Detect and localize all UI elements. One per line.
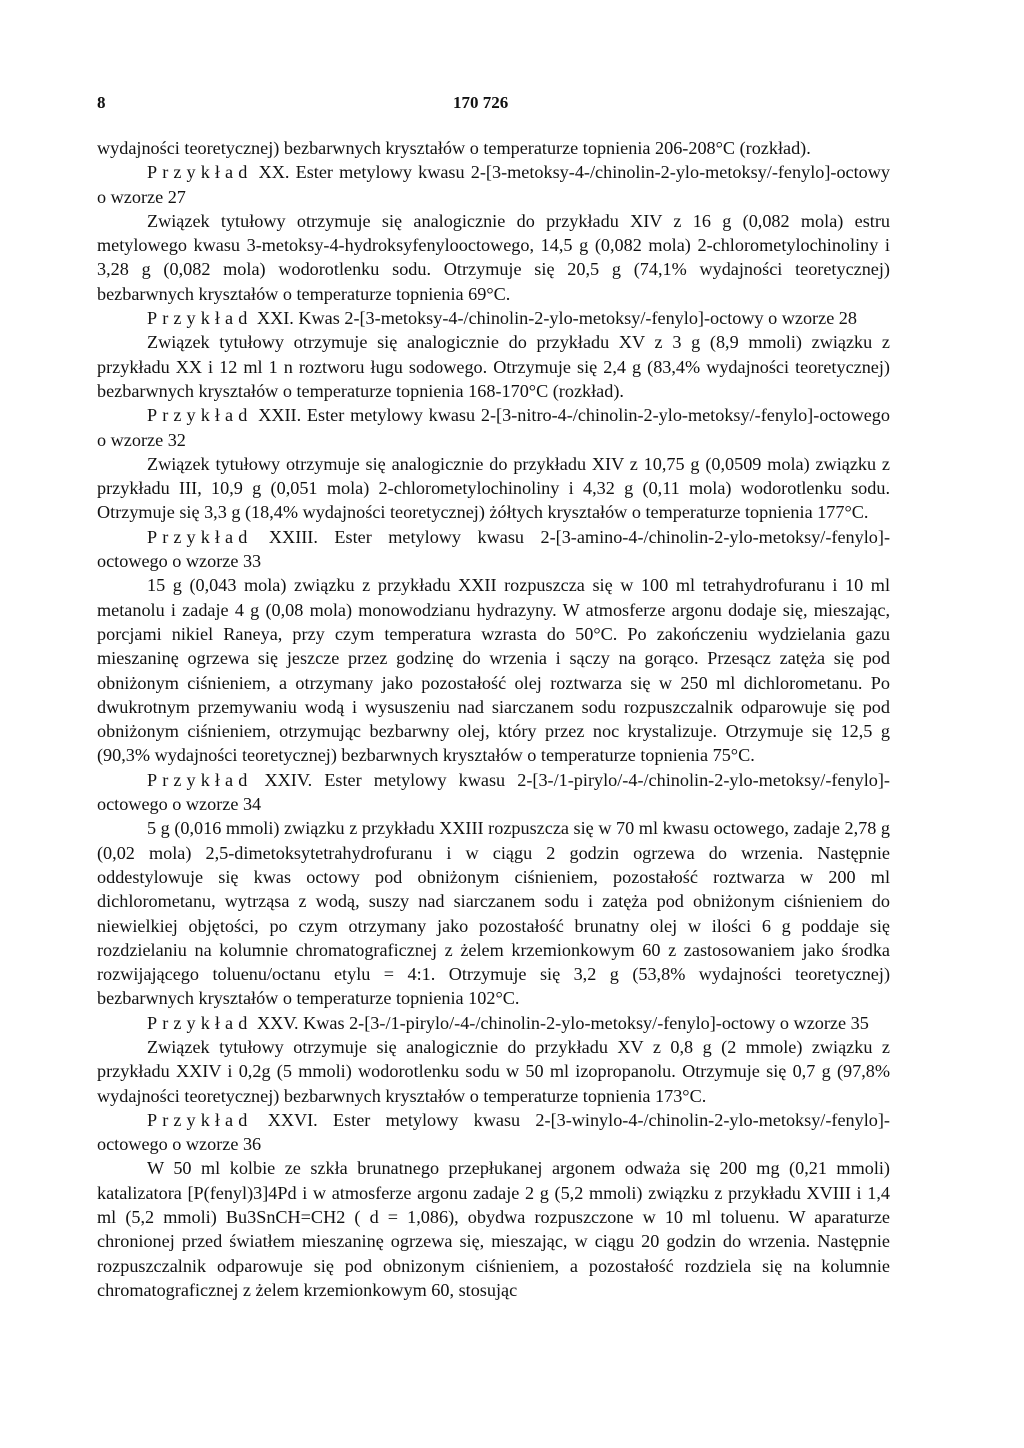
- paragraph-text: Związek tytułowy otrzymuje się analogicznie do przykładu XV z 3 g (8,9 mmoli) związku z przykładu XX i 12 ml 1 n roztworu ługu sodowego. Otrzymuje się 2,4 g (83,4% wydajności teoretycznej) bezbarwnych kryształów o temperaturze topnienia 168-170°C (rozkład).: [97, 332, 890, 401]
- example-label: Przykład: [147, 526, 253, 547]
- example-heading: [97, 768, 890, 817]
- example-heading: [97, 1108, 890, 1157]
- example-title: XXV. Kwas 2-[3-/1-pirylo/-4-/chinolin-2-ylo-metoksy/-fenylo]-octowy o wzorze 35: [252, 1012, 869, 1033]
- example-label: Przykład: [147, 1012, 253, 1033]
- example-label: Przykład: [147, 308, 253, 329]
- paragraph-text: Związek tytułowy otrzymuje się analogicznie do przykładu XV z 0,8 g (2 mmole) związku z przykładu XXIV i 0,2g (5 mmoli) wodorotlenku sodu w 50 ml izopropanolu. Otrzymuje się 0,7 g (97,8% wydajności teoretycznej) bezbarwnych kryształów o temperaturze topnienia 173°C.: [97, 1036, 890, 1106]
- paragraph: [97, 1035, 890, 1108]
- example-label: Przykład: [147, 405, 253, 426]
- paragraph: [97, 1156, 890, 1302]
- paragraph: [97, 816, 890, 1010]
- paragraph: [97, 136, 890, 160]
- example-label: Przykład: [147, 162, 253, 183]
- paragraph-text: Związek tytułowy otrzymuje się analogicznie do przykładu XIV z 16 g (0,082 mola) estru metylowego kwasu 3-metoksy-4-hydroksyfenylooctowego, 14,5 g (0,082 mola) 2-chlorometylochinoliny i 3,28 g (0,082 mola) wodorotlenku sodu. Otrzymuje się 20,5 g (74,1% wydajności teoretycznej) bezbarwnych kryształów o temperaturze topnienia 69°C.: [97, 210, 890, 304]
- paragraph-text: wydajności teoretycznej) bezbarwnych kryształów o temperaturze topnienia 206-208°C (rozkład).: [97, 138, 811, 158]
- example-heading: [97, 160, 890, 209]
- document-body: [97, 136, 890, 1302]
- paragraph: [97, 330, 890, 403]
- paragraph: [97, 452, 890, 525]
- page-number: 8: [97, 93, 106, 112]
- example-heading: [97, 1011, 890, 1035]
- example-title: XXVI. Ester metylowy kwasu 2-[3-winylo-4-/chinolin-2-ylo-metoksy/-fenylo]-octowego o wzorze 36: [97, 1109, 890, 1155]
- paragraph-text: Związek tytułowy otrzymuje się analogicznie do przykładu XIV z 10,75 g (0,0509 mola) związku z przykładu III, 10,9 g (0,051 mola) 2-chlorometylochinoliny i 4,32 g (0,11 mola) wodorotlenku sodu. Otrzymuje się 3,3 g (18,4% wydajności teoretycznej) żółtych kryształów o temperaturze topnienia 177°C.: [97, 453, 890, 523]
- example-label: Przykład: [147, 1109, 253, 1130]
- paragraph: [97, 209, 890, 306]
- example-title: XXI. Kwas 2-[3-metoksy-4-/chinolin-2-ylo-metoksy/-fenylo]-octowy o wzorze 28: [252, 308, 857, 329]
- example-heading: [97, 525, 890, 574]
- example-title: XXIII. Ester metylowy kwasu 2-[3-amino-4-/chinolin-2-ylo-metoksy/-fenylo]-octowego o wzorze 33: [97, 526, 890, 572]
- paragraph-text: 15 g (0,043 mola) związku z przykładu XXII rozpuszcza się w 100 ml tetrahydrofuranu i 10 ml metanolu i zadaje 4 g (0,08 mola) monowodzianu hydrazyny. W atmosferze argonu dodaje się, mieszając, porcjami nikiel Raneya, przy czym temperatura wzrasta do 50°C. Po zakończeniu wydzielania gazu mieszaninę ogrzewa się jeszcze przez godzinę do wrzenia i sączy na gorąco. Przesącz zatęża się pod obniżonym ciśnieniem, a otrzymany jako pozostałość olej roztwarza się w 250 ml dichlorometanu. Po dwukrotnym przemywaniu wodą i wysuszeniu nad siarczanem sodu rozpuszczalnik odparowuje się pod obniżonym ciśnieniem, otrzymując bezbarwny olej, który przez noc krystalizuje. Otrzymuje się 12,5 g (90,3% wydajności teoretycznej) bezbarwnych kryształów o temperaturze topnienia 75°C.: [97, 575, 890, 766]
- paragraph-text: W 50 ml kolbie ze szkła brunatnego przepłukanej argonem odważa się 200 mg (0,21 mmoli) katalizatora [P(fenyl)3]4Pd i w atmosferze argonu zadaje 2 g (5,2 mmoli) związku z przykładu XVIII i 1,4 ml (5,2 mmoli) Bu3SnCH=CH2 ( d = 1,086), obydwa rozpuszczone w 10 ml toluenu. W aparaturze chronionej przed światłem mieszaninę ogrzewa się, mieszając, w ciągu 20 godzin do wrzenia. Następnie rozpuszczalnik odparowuje się pod obnizonym ciśnieniem, a pozostałość rozdziela się na kolumnie chromatograficznej z żelem krzemionkowym 60, stosując: [97, 1158, 890, 1300]
- example-heading: [97, 403, 890, 452]
- paragraph-text: 5 g (0,016 mmoli) związku z przykładu XXIII rozpuszcza się w 70 ml kwasu octowego, zadaje 2,78 g (0,02 mola) 2,5-dimetoksytetrahydrofuranu i w ciągu 2 godzin ogrzewa do wrzenia. Następnie oddestylowuje się kwas octowy pod obniżonym ciśnieniem, pozostałość roztwarza w 200 ml dichlorometanu, wytrząsa z wodą, suszy nad siarczanem sodu i zatęża pod obniżonym ciśnieniem do niewielkiej objętości, po czym otrzymany jako pozostałość brunatny olej w ilości 6 g poddaje się rozdzielaniu na kolumnie chromatograficznej z żelem krzemionkowym 60 z zastosowaniem jako środka rozwijającego toluenu/octanu etylu = 4:1. Otrzymuje się 3,2 g (53,8% wydajności teoretycznej) bezbarwnych kryształów o temperaturze topnienia 102°C.: [97, 818, 890, 1009]
- example-label: Przykład: [147, 769, 253, 790]
- example-title: XXIV. Ester metylowy kwasu 2-[3-/1-pirylo/-4-/chinolin-2-ylo-metoksy/-fenylo]-octowego o wzorze 34: [97, 769, 890, 815]
- example-title: XXII. Ester metylowy kwasu 2-[3-nitro-4-/chinolin-2-ylo-metoksy/-fenylo]-octowego o wzorze 32: [97, 405, 890, 450]
- paragraph: [97, 573, 890, 767]
- patent-number: 170 726: [453, 93, 509, 112]
- example-heading: [97, 306, 890, 330]
- example-title: XX. Ester metylowy kwasu 2-[3-metoksy-4-/chinolin-2-ylo-metoksy/-fenylo]-octowy o wzorze 27: [97, 162, 890, 207]
